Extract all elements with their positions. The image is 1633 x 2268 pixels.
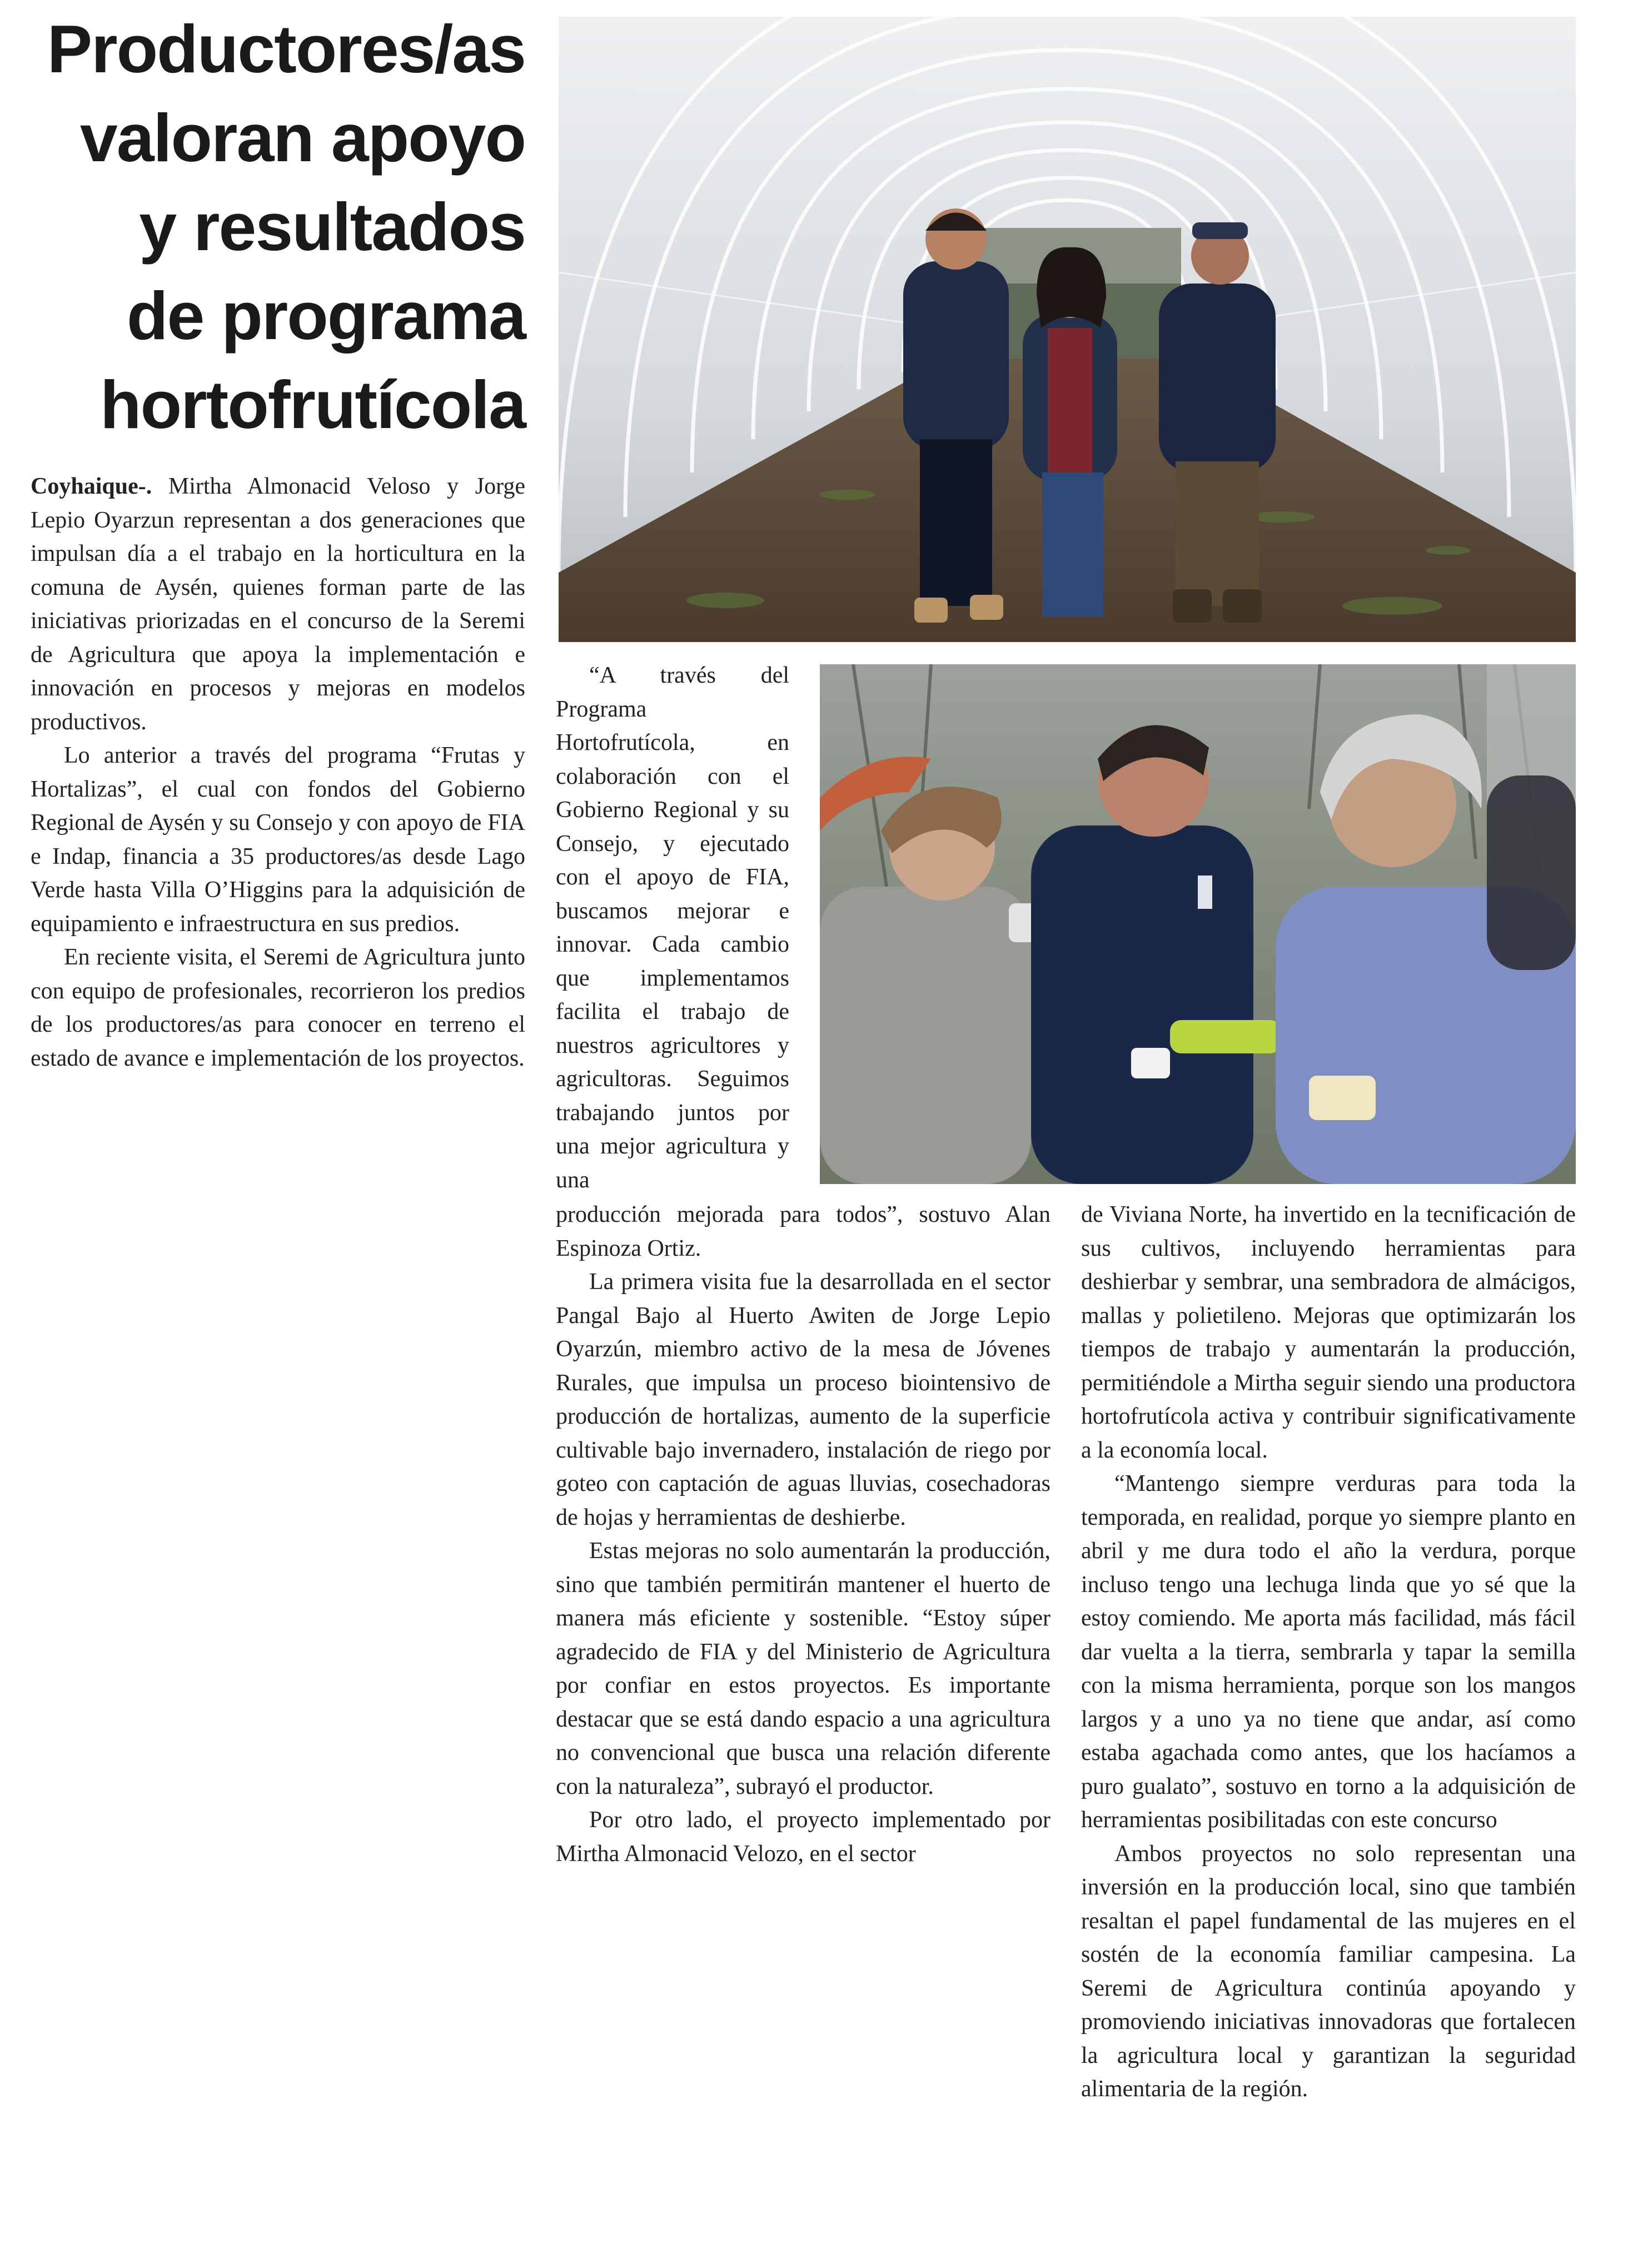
paragraph-continuation: de Viviana Norte, ha invertido en la tecnificación de sus cultivos, incluyendo herramientas para deshierbar y sembrar, una sembradora de almácigos, mallas y polietileno. Mejoras que optimizarán los tiempos de trabajo y aumentarán la producción, permitiéndole a Mirtha seguir siendo una productora hortofrutícola activa y contribuir significativamente a la economía local. bbox=[1081, 1202, 1576, 1463]
headline-line: Productores/as bbox=[47, 11, 525, 87]
seedling-tool-photo bbox=[820, 664, 1576, 1184]
greenhouse-photo bbox=[559, 17, 1576, 642]
article-column-1 bbox=[31, 470, 525, 1075]
quote-paragraph: “A través del Programa Hortofrutícola, en colaboración con el Gobierno Regional y su Consejo, y ejecutado con el apoyo de FIA, buscamos mejorar e innovar. Cada cambio que implementamos facilita el trabajo de nuestros agricultores y agricultoras. Seguimos trabajando juntos por una mejor agricultura y una bbox=[556, 663, 789, 1193]
paragraph: Lo anterior a través del programa “Frutas y Hortalizas”, el cual con fondos del Gobierno Regional de Aysén y su Consejo y con apoyo de FIA e Indap, financia a 35 productores/as desde Lago Verde hasta Villa O’Higgins para la adquisición de equipamiento e infraestructura en sus predios. bbox=[31, 743, 525, 937]
paragraph: Ambos proyectos no solo representan una inversión en la producción local, sino que también resaltan el papel fundamental de las mujeres en el sostén de la economía familiar campesina. La Seremi de Agricultura continúa apoyando y promoviendo iniciativas innovadoras que fortalecen la agricultura local y garantizan la seguridad alimentaria de la región. bbox=[1081, 1841, 1576, 2102]
quote-attribution: producción mejorada para todos”, sostuvo Alan Espinoza Ortiz. bbox=[556, 1202, 1051, 1261]
dateline: Coyhaique-. bbox=[31, 474, 152, 499]
paragraph: Estas mejoras no solo aumentarán la producción, sino que también permitirán mantener el huerto de manera más eficiente y sostenible. “Estoy súper agradecido de FIA y del Ministerio de Agricultura por confiar en estos proyectos. Es importante destacar que se está dando espacio a una agricultura no convencional que busca una relación diferente con la naturaleza”, subrayó el productor. bbox=[556, 1538, 1051, 1799]
paragraph: Por otro lado, el proyecto implementado por Mirtha Almonacid Velozo, en el sector bbox=[556, 1807, 1051, 1867]
lead-paragraph bbox=[31, 470, 525, 739]
paragraph-text: Mirtha Almonacid Veloso y Jorge Lepio Oyarzun representan a dos generaciones que impulsan día a el trabajo en la horticultura en la comuna de Aysén, quienes forman parte de las iniciativas priorizadas en el concurso de la Seremi de Agricultura que apoya la implementación e innovación en procesos y mejoras en modelos productivos. bbox=[31, 474, 525, 735]
article-column-2-quote bbox=[556, 659, 789, 1197]
headline bbox=[22, 4, 525, 449]
paragraph: “Mantengo siempre verduras para toda la temporada, en realidad, porque yo siempre planto en abril y me dura todo el año la verdura, porque incluso tengo una lechuga linda que yo sé que la estoy comiendo. Me aporta más facilidad, más fácil dar vuelta a la tierra, sembrarla y tapar la semilla con la misma herramienta, porque son los mangos largos y a uno ya no tiene que andar, así como estaba agachada como antes, que los hacíamos a puro gualato”, sostuvo en torno a la adquisición de herramientas posibilitadas con este concurso bbox=[1081, 1471, 1576, 1833]
article-column-2 bbox=[556, 1198, 1051, 1871]
article-column-3 bbox=[1081, 1198, 1576, 2106]
headline-line: hortofrutícola bbox=[100, 367, 525, 442]
paragraph: La primera visita fue la desarrollada en el sector Pangal Bajo al Huerto Awiten de Jorge Lepio Oyarzún, miembro activo de la mesa de Jóvenes Rurales, que impulsa un proceso biointensivo de producción de hortalizas, aumento de la superficie cultivable bajo invernadero, instalación de riego por goteo con captación de aguas lluvias, cosechadoras de hojas y herramientas de deshierbe. bbox=[556, 1269, 1051, 1530]
headline-line: de programa bbox=[127, 278, 525, 354]
headline-line: y resultados bbox=[139, 189, 525, 265]
paragraph: En reciente visita, el Seremi de Agricultura junto con equipo de profesionales, recorrieron los predios de los productores/as para conocer en terreno el estado de avance e implementación de los proyectos. bbox=[31, 944, 525, 1071]
headline-line: valoran apoyo bbox=[79, 100, 525, 176]
